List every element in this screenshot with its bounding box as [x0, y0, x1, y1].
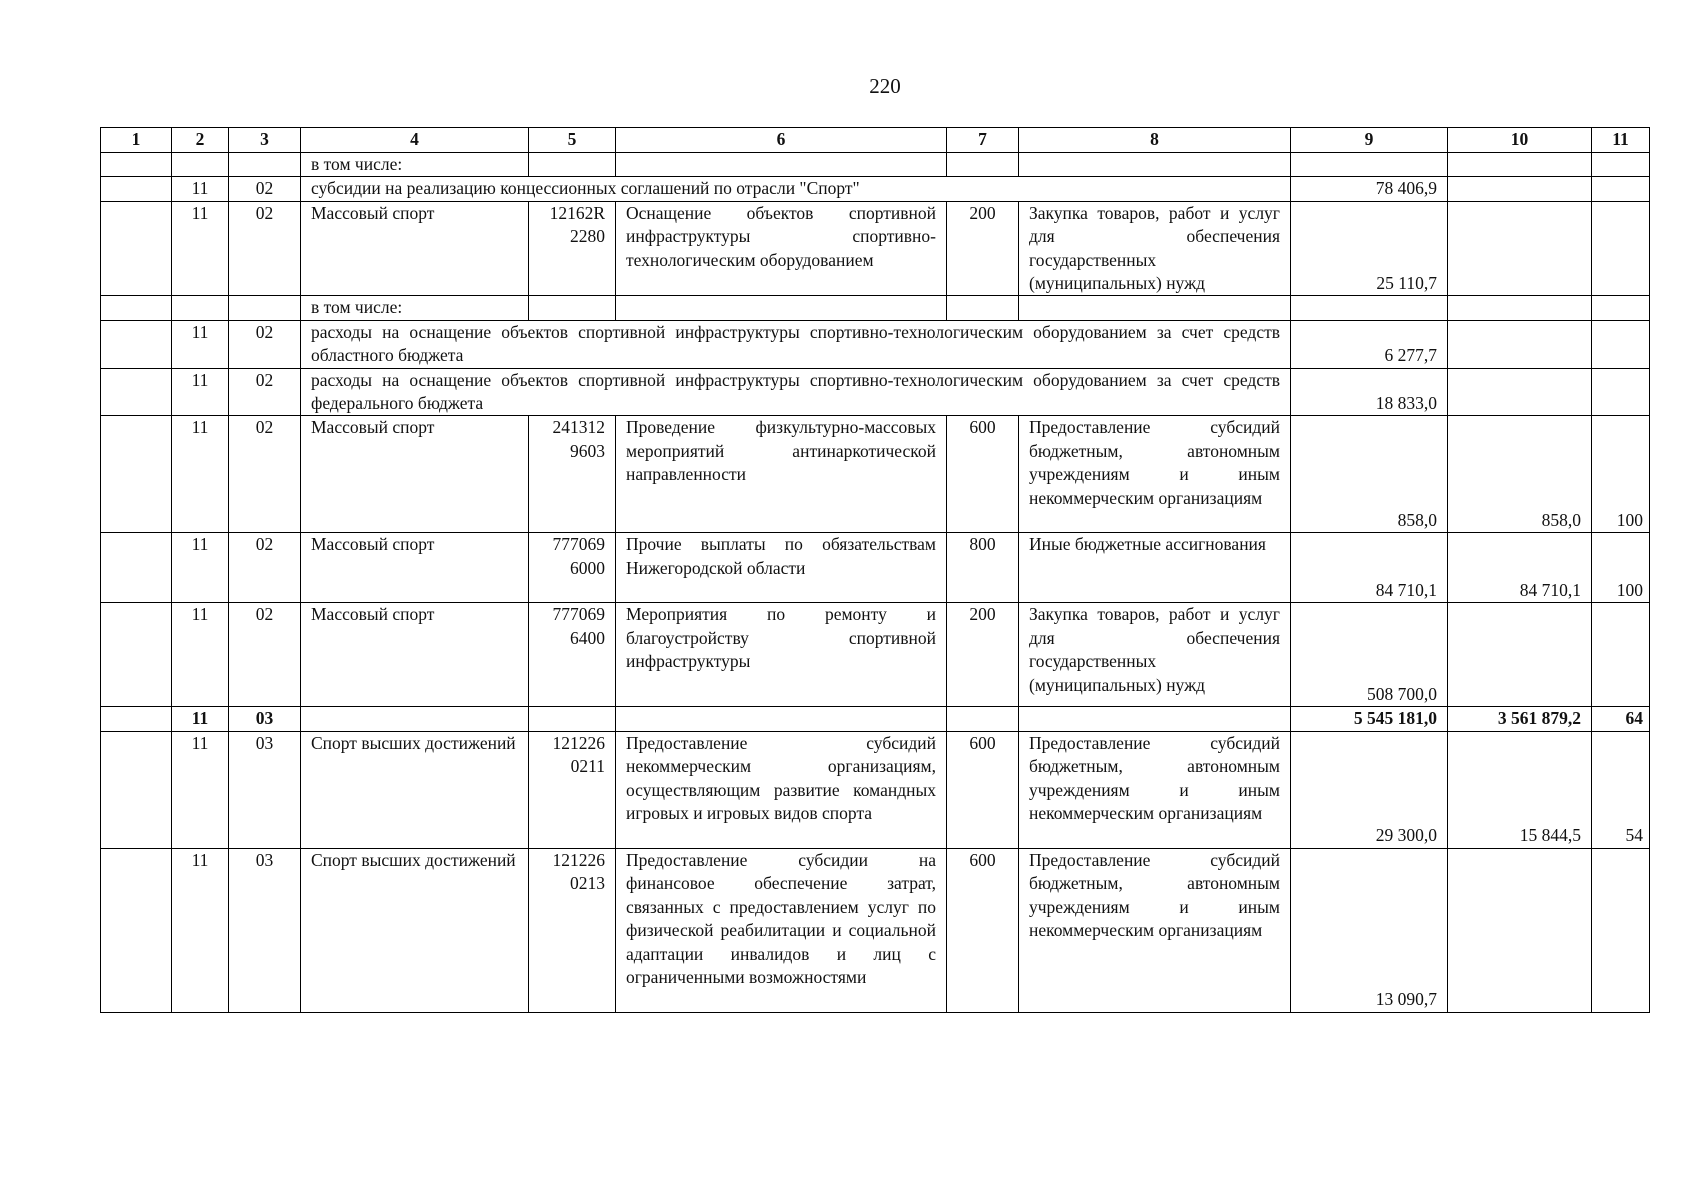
- cell-subsection: 02: [229, 603, 301, 707]
- table-row: [101, 416, 1650, 533]
- cell-section: 11: [172, 848, 229, 1012]
- column-header: 4: [301, 128, 529, 153]
- cell-purpose: Предоставление субсидии на финансовое обеспечение затрат, связанных с предоставлением услуг по физической реабилитации и социальной адаптации инвалидов и лиц с ограниченными возможностями: [616, 848, 947, 1012]
- table-row: [101, 296, 1650, 320]
- cell-subsection: 03: [229, 707, 301, 731]
- cell-purpose: Мероприятия по ремонту и благоустройству спортивной инфраструктуры: [616, 603, 947, 707]
- column-header: 1: [101, 128, 172, 153]
- cell-amount-plan: 13 090,7: [1291, 848, 1448, 1012]
- column-header: 8: [1019, 128, 1291, 153]
- cell-amount-plan: 25 110,7: [1291, 201, 1448, 296]
- cell-amount-actual: [1448, 320, 1592, 368]
- cell-note: в том числе:: [301, 153, 529, 177]
- cell-amount-plan: 508 700,0: [1291, 603, 1448, 707]
- cell-section: 11: [172, 368, 229, 416]
- cell-percent: 64: [1592, 707, 1650, 731]
- cell-amount-plan: 18 833,0: [1291, 368, 1448, 416]
- cell-description: расходы на оснащение объектов спортивной инфраструктуры спортивно-технологическим оборудованием за счет средств федерального бюджета: [301, 368, 1291, 416]
- column-header: 3: [229, 128, 301, 153]
- cell-amount-actual: [1448, 848, 1592, 1012]
- column-header: 5: [529, 128, 616, 153]
- cell-expense-name: Закупка товаров, работ и услуг для обеспечения государственных (муниципальных) нужд: [1019, 201, 1291, 296]
- cell-section: 11: [172, 177, 229, 201]
- cell-amount-actual: [1448, 177, 1592, 201]
- cell-amount-plan: 5 545 181,0: [1291, 707, 1448, 731]
- table-row: [101, 368, 1650, 416]
- cell-section: 11: [172, 707, 229, 731]
- cell-section: 11: [172, 731, 229, 848]
- cell-amount-actual: 15 844,5: [1448, 731, 1592, 848]
- cell-name: Массовый спорт: [301, 603, 529, 707]
- cell-expense-type: 600: [947, 416, 1019, 533]
- cell-target-code: 121226 0213: [529, 848, 616, 1012]
- table-row-total: [101, 707, 1650, 731]
- cell-purpose: Предоставление субсидий некоммерческим организациям, осуществляющим развитие командных игровых и игровых видов спорта: [616, 731, 947, 848]
- column-header: 6: [616, 128, 947, 153]
- cell-section: 11: [172, 603, 229, 707]
- column-header: 7: [947, 128, 1019, 153]
- table-row: [101, 153, 1650, 177]
- cell-percent: [1592, 320, 1650, 368]
- cell-percent: [1592, 177, 1650, 201]
- cell-amount-actual: 84 710,1: [1448, 533, 1592, 603]
- table-row: [101, 201, 1650, 296]
- table-row: [101, 533, 1650, 603]
- table-row: [101, 731, 1650, 848]
- cell-amount-actual: [1448, 201, 1592, 296]
- cell-subsection: [229, 296, 301, 320]
- table-row: [101, 177, 1650, 201]
- cell-expense-type: 600: [947, 731, 1019, 848]
- cell-subsection: 02: [229, 533, 301, 603]
- cell-expense-type: 200: [947, 603, 1019, 707]
- header-row: [101, 128, 1650, 153]
- cell-expense-type: 200: [947, 201, 1019, 296]
- cell-target-code: 777069 6400: [529, 603, 616, 707]
- cell-target-code: 777069 6000: [529, 533, 616, 603]
- cell-amount-plan: 84 710,1: [1291, 533, 1448, 603]
- cell-percent: [1592, 201, 1650, 296]
- page-number: 220: [869, 74, 901, 98]
- cell-subsection: 02: [229, 177, 301, 201]
- budget-table: [100, 127, 1650, 1013]
- cell-percent: [1592, 603, 1650, 707]
- cell-name: Спорт высших достижений: [301, 848, 529, 1012]
- cell-name: Спорт высших достижений: [301, 731, 529, 848]
- cell-amount-actual: 858,0: [1448, 416, 1592, 533]
- cell-amount-plan: 29 300,0: [1291, 731, 1448, 848]
- cell-purpose: Прочие выплаты по обязательствам Нижегородской области: [616, 533, 947, 603]
- cell-percent: 100: [1592, 533, 1650, 603]
- cell-percent: [1592, 368, 1650, 416]
- cell-target-code: 12162R 2280: [529, 201, 616, 296]
- cell-subsection: 03: [229, 848, 301, 1012]
- cell-target-code: 241312 9603: [529, 416, 616, 533]
- cell-expense-name: Предоставление субсидий бюджетным, автономным учреждениям и иным некоммерческим организациям: [1019, 416, 1291, 533]
- cell-section: 11: [172, 533, 229, 603]
- cell-section: [172, 153, 229, 177]
- cell-expense-name: Иные бюджетные ассигнования: [1019, 533, 1291, 603]
- cell-purpose: Оснащение объектов спортивной инфраструктуры спортивно-технологическим оборудованием: [616, 201, 947, 296]
- cell-amount-plan: 78 406,9: [1291, 177, 1448, 201]
- cell-percent: 54: [1592, 731, 1650, 848]
- table-row: [101, 320, 1650, 368]
- cell-amount-actual: [1448, 368, 1592, 416]
- cell-subsection: 02: [229, 320, 301, 368]
- column-header: 2: [172, 128, 229, 153]
- cell-section: 11: [172, 416, 229, 533]
- table-row: [101, 603, 1650, 707]
- column-header: 10: [1448, 128, 1592, 153]
- cell-name: Массовый спорт: [301, 416, 529, 533]
- cell-percent: 100: [1592, 416, 1650, 533]
- cell-amount-plan: 6 277,7: [1291, 320, 1448, 368]
- cell-subsection: [229, 153, 301, 177]
- cell-section: 11: [172, 201, 229, 296]
- cell-subsection: 02: [229, 201, 301, 296]
- cell-subsection: 03: [229, 731, 301, 848]
- cell-purpose: Проведение физкультурно-массовых мероприятий антинаркотической направленности: [616, 416, 947, 533]
- cell-amount-plan: 858,0: [1291, 416, 1448, 533]
- column-header: 9: [1291, 128, 1448, 153]
- cell-subsection: 02: [229, 416, 301, 533]
- cell-amount-actual: [1448, 603, 1592, 707]
- table-row: [101, 848, 1650, 1012]
- cell-expense-name: Предоставление субсидий бюджетным, автономным учреждениям и иным некоммерческим организациям: [1019, 731, 1291, 848]
- cell-section: [172, 296, 229, 320]
- cell-description: расходы на оснащение объектов спортивной инфраструктуры спортивно-технологическим оборудованием за счет средств областного бюджета: [301, 320, 1291, 368]
- cell-name: Массовый спорт: [301, 533, 529, 603]
- cell-name: Массовый спорт: [301, 201, 529, 296]
- cell-expense-name: Закупка товаров, работ и услуг для обеспечения государственных (муниципальных) нужд: [1019, 603, 1291, 707]
- cell-amount-actual: 3 561 879,2: [1448, 707, 1592, 731]
- cell-note: в том числе:: [301, 296, 529, 320]
- cell-expense-type: 800: [947, 533, 1019, 603]
- cell-subsection: 02: [229, 368, 301, 416]
- cell-description: субсидии на реализацию концессионных соглашений по отрасли "Спорт": [301, 177, 1291, 201]
- cell-percent: [1592, 848, 1650, 1012]
- cell-target-code: 121226 0211: [529, 731, 616, 848]
- cell-expense-name: Предоставление субсидий бюджетным, автономным учреждениям и иным некоммерческим организациям: [1019, 848, 1291, 1012]
- cell-section: 11: [172, 320, 229, 368]
- column-header: 11: [1592, 128, 1650, 153]
- cell-expense-type: 600: [947, 848, 1019, 1012]
